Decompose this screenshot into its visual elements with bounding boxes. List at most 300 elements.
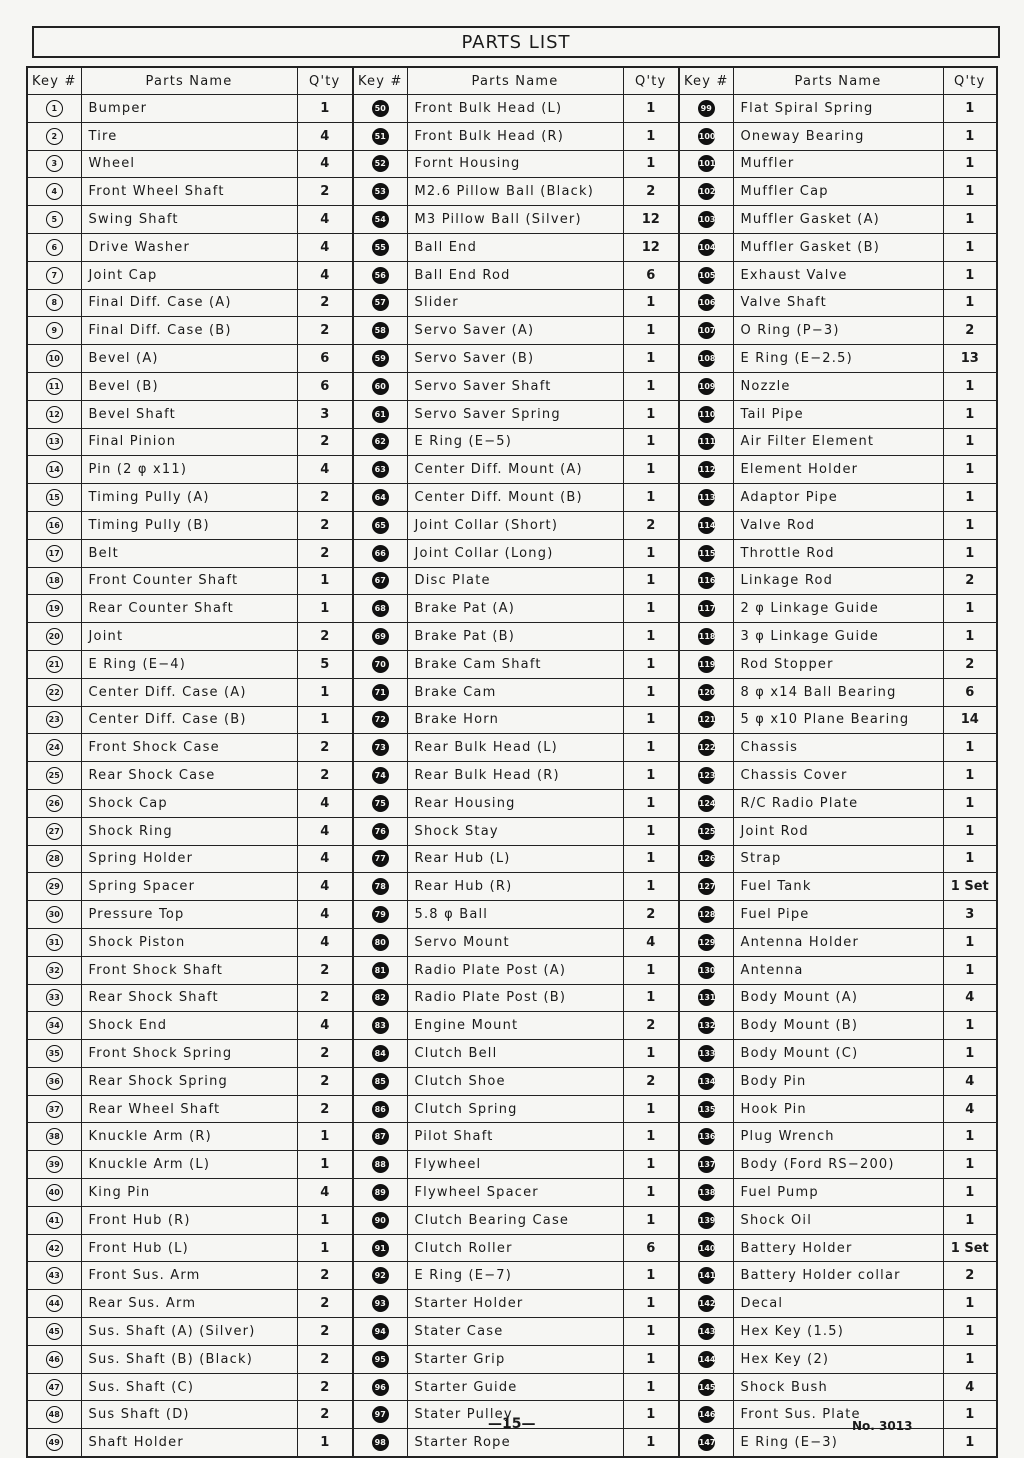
part-name: Front Shock Spring [81, 1040, 297, 1068]
part-key [353, 1151, 407, 1179]
key-number-badge: 12 [46, 406, 63, 423]
part-key [27, 1067, 81, 1095]
part-qty: 1 [623, 956, 679, 984]
key-number-badge: 24 [46, 739, 63, 756]
part-qty: 2 [297, 956, 353, 984]
key-number-badge: 51 [372, 128, 389, 145]
part-key [679, 1234, 733, 1262]
part-name: Front Bulk Head (L) [407, 95, 623, 123]
part-name: Servo Saver (A) [407, 317, 623, 345]
part-key [679, 595, 733, 623]
key-number-badge: 117 [698, 600, 715, 617]
part-name: Antenna [733, 956, 943, 984]
part-key [27, 428, 81, 456]
part-qty: 1 [943, 928, 997, 956]
key-number-badge: 94 [372, 1323, 389, 1340]
part-key [679, 1067, 733, 1095]
part-name: 3 φ Linkage Guide [733, 623, 943, 651]
part-key [679, 95, 733, 123]
key-number-badge: 115 [698, 545, 715, 562]
part-name: Body (Ford RS−200) [733, 1151, 943, 1179]
part-key [27, 539, 81, 567]
part-qty: 1 [943, 623, 997, 651]
key-number-badge: 75 [372, 795, 389, 812]
part-qty: 1 [623, 1040, 679, 1068]
part-name: 8 φ x14 Ball Bearing [733, 678, 943, 706]
part-key [27, 1234, 81, 1262]
part-key [679, 1095, 733, 1123]
part-name: Drive Washer [81, 233, 297, 261]
table-row [27, 901, 997, 929]
part-name: E Ring (E−5) [407, 428, 623, 456]
part-qty: 4 [943, 1373, 997, 1401]
part-name: Valve Rod [733, 511, 943, 539]
part-qty: 1 [297, 1151, 353, 1179]
key-number-badge: 64 [372, 489, 389, 506]
key-number-badge: 7 [46, 267, 63, 284]
part-key [27, 1040, 81, 1068]
key-number-badge: 55 [372, 239, 389, 256]
part-name: Shock End [81, 1012, 297, 1040]
key-number-badge: 105 [698, 267, 715, 284]
key-number-badge: 2 [46, 128, 63, 145]
catalog-number: No. 3013 [852, 1419, 913, 1433]
part-name: Muffler [733, 150, 943, 178]
part-key [353, 261, 407, 289]
part-key [27, 595, 81, 623]
part-qty: 1 [943, 595, 997, 623]
table-row [27, 317, 997, 345]
part-key [679, 1262, 733, 1290]
key-number-badge: 39 [46, 1156, 63, 1173]
part-name: Spring Spacer [81, 873, 297, 901]
part-key [353, 539, 407, 567]
part-key [27, 817, 81, 845]
part-key [27, 567, 81, 595]
part-key [353, 1067, 407, 1095]
part-qty: 2 [297, 1401, 353, 1429]
part-key [353, 372, 407, 400]
part-name: Strap [733, 845, 943, 873]
part-name: Linkage Rod [733, 567, 943, 595]
key-number-badge: 67 [372, 572, 389, 589]
part-key [353, 1345, 407, 1373]
part-qty: 1 [943, 1206, 997, 1234]
part-name: Wheel [81, 150, 297, 178]
part-name: Body Mount (C) [733, 1040, 943, 1068]
part-key [679, 122, 733, 150]
key-number-badge: 80 [372, 934, 389, 951]
part-name: Brake Cam [407, 678, 623, 706]
part-qty: 1 [943, 150, 997, 178]
key-number-badge: 71 [372, 684, 389, 701]
part-key [27, 762, 81, 790]
table-row [27, 178, 997, 206]
part-qty: 1 [623, 122, 679, 150]
part-qty: 1 [943, 762, 997, 790]
part-name: Antenna Holder [733, 928, 943, 956]
part-qty: 1 [943, 1429, 997, 1457]
part-key [27, 1429, 81, 1457]
part-key [679, 1318, 733, 1346]
key-number-badge: 11 [46, 378, 63, 395]
part-name: Fuel Tank [733, 873, 943, 901]
part-qty: 1 [943, 261, 997, 289]
part-qty: 2 [623, 511, 679, 539]
part-key [27, 233, 81, 261]
key-number-badge: 114 [698, 517, 715, 534]
part-key [27, 1151, 81, 1179]
part-qty: 4 [297, 233, 353, 261]
part-name: Throttle Rod [733, 539, 943, 567]
key-number-badge: 146 [698, 1406, 715, 1423]
part-name: Servo Saver Spring [407, 400, 623, 428]
part-name: King Pin [81, 1179, 297, 1207]
key-number-badge: 21 [46, 656, 63, 673]
part-name: Flywheel [407, 1151, 623, 1179]
part-key [353, 1318, 407, 1346]
key-number-badge: 58 [372, 322, 389, 339]
key-number-badge: 81 [372, 962, 389, 979]
key-number-badge: 69 [372, 628, 389, 645]
part-qty: 2 [943, 567, 997, 595]
part-qty: 4 [943, 1095, 997, 1123]
key-number-badge: 121 [698, 711, 715, 728]
key-number-badge: 136 [698, 1128, 715, 1145]
key-number-badge: 87 [372, 1128, 389, 1145]
part-key [27, 623, 81, 651]
part-key [353, 400, 407, 428]
part-name: Starter Grip [407, 1345, 623, 1373]
part-qty: 6 [943, 678, 997, 706]
part-qty: 1 [943, 95, 997, 123]
table-row [27, 1318, 997, 1346]
part-name: Joint Collar (Short) [407, 511, 623, 539]
table-row [27, 817, 997, 845]
key-number-badge: 113 [698, 489, 715, 506]
part-name: Fuel Pipe [733, 901, 943, 929]
part-name: Front Shock Case [81, 734, 297, 762]
part-qty: 2 [943, 1262, 997, 1290]
part-key [679, 345, 733, 373]
part-key [27, 206, 81, 234]
qty-header: Q'ty [623, 67, 679, 95]
part-qty: 1 [623, 567, 679, 595]
part-key [679, 678, 733, 706]
part-qty: 4 [297, 206, 353, 234]
part-qty: 1 [623, 1095, 679, 1123]
key-number-badge: 82 [372, 989, 389, 1006]
part-qty: 1 [297, 567, 353, 595]
part-qty: 1 [943, 1012, 997, 1040]
part-qty: 2 [297, 1318, 353, 1346]
key-number-badge: 92 [372, 1267, 389, 1284]
key-number-badge: 61 [372, 406, 389, 423]
part-name: Timing Pully (A) [81, 484, 297, 512]
part-qty: 1 [297, 1234, 353, 1262]
part-key [679, 567, 733, 595]
part-name: Ball End Rod [407, 261, 623, 289]
part-key [27, 317, 81, 345]
part-key [27, 956, 81, 984]
part-key [679, 789, 733, 817]
part-key [27, 261, 81, 289]
table-row [27, 1290, 997, 1318]
part-qty: 1 [943, 178, 997, 206]
part-name: Fuel Pump [733, 1179, 943, 1207]
part-name: Battery Holder collar [733, 1262, 943, 1290]
part-qty: 1 [943, 484, 997, 512]
part-name: Center Diff. Mount (A) [407, 456, 623, 484]
key-number-badge: 3 [46, 155, 63, 172]
part-name: M3 Pillow Ball (Silver) [407, 206, 623, 234]
part-qty: 4 [297, 122, 353, 150]
part-qty: 2 [297, 1290, 353, 1318]
key-number-badge: 108 [698, 350, 715, 367]
part-qty: 1 [623, 400, 679, 428]
part-qty: 2 [297, 539, 353, 567]
part-key [679, 1123, 733, 1151]
key-number-badge: 5 [46, 211, 63, 228]
part-qty: 1 [297, 678, 353, 706]
part-key [27, 289, 81, 317]
part-key [679, 289, 733, 317]
part-name: Joint [81, 623, 297, 651]
part-qty: 1 [297, 1206, 353, 1234]
part-key [679, 956, 733, 984]
key-number-badge: 141 [698, 1267, 715, 1284]
part-name: Center Diff. Mount (B) [407, 484, 623, 512]
table-row [27, 206, 997, 234]
part-qty: 1 [943, 817, 997, 845]
part-key [27, 1345, 81, 1373]
part-key [679, 623, 733, 651]
key-number-badge: 38 [46, 1128, 63, 1145]
part-name: Sus. Shaft (B) (Black) [81, 1345, 297, 1373]
key-number-badge: 79 [372, 906, 389, 923]
part-qty: 1 [623, 678, 679, 706]
part-name: Final Pinion [81, 428, 297, 456]
part-name: Shock Cap [81, 789, 297, 817]
part-qty: 1 [943, 789, 997, 817]
part-qty: 2 [623, 1067, 679, 1095]
part-name: Pilot Shaft [407, 1123, 623, 1151]
part-qty: 1 [943, 122, 997, 150]
key-number-badge: 8 [46, 294, 63, 311]
key-number-badge: 19 [46, 600, 63, 617]
part-name: Shaft Holder [81, 1429, 297, 1457]
key-number-badge: 63 [372, 461, 389, 478]
part-name: Fornt Housing [407, 150, 623, 178]
part-qty: 1 [623, 345, 679, 373]
part-qty: 1 [943, 400, 997, 428]
part-qty: 1 [943, 1318, 997, 1346]
part-name: Starter Holder [407, 1290, 623, 1318]
part-name: Servo Saver Shaft [407, 372, 623, 400]
table-row [27, 984, 997, 1012]
key-number-badge: 91 [372, 1240, 389, 1257]
key-number-badge: 100 [698, 128, 715, 145]
key-number-badge: 145 [698, 1379, 715, 1396]
part-name: Bumper [81, 95, 297, 123]
key-number-badge: 50 [372, 100, 389, 117]
part-qty: 1 [623, 1429, 679, 1457]
part-qty: 1 [943, 206, 997, 234]
key-number-badge: 45 [46, 1323, 63, 1340]
part-name: Tail Pipe [733, 400, 943, 428]
part-key [27, 456, 81, 484]
part-qty: 1 [297, 95, 353, 123]
key-number-badge: 96 [372, 1379, 389, 1396]
part-key [27, 1318, 81, 1346]
part-key [353, 1040, 407, 1068]
part-qty: 12 [623, 233, 679, 261]
part-key [679, 261, 733, 289]
part-name: Stater Case [407, 1318, 623, 1346]
key-number-badge: 83 [372, 1017, 389, 1034]
part-qty: 1 [623, 1401, 679, 1429]
part-name: Rear Sus. Arm [81, 1290, 297, 1318]
part-key [679, 928, 733, 956]
key-number-badge: 109 [698, 378, 715, 395]
key-number-badge: 131 [698, 989, 715, 1006]
part-key [679, 456, 733, 484]
key-number-badge: 129 [698, 934, 715, 951]
part-name: Clutch Bearing Case [407, 1206, 623, 1234]
part-name: Ball End [407, 233, 623, 261]
key-number-badge: 140 [698, 1240, 715, 1257]
key-number-badge: 97 [372, 1406, 389, 1423]
table-row [27, 567, 997, 595]
key-number-badge: 52 [372, 155, 389, 172]
part-key [679, 1290, 733, 1318]
key-number-badge: 119 [698, 656, 715, 673]
table-row [27, 595, 997, 623]
part-name: Clutch Shoe [407, 1067, 623, 1095]
part-key [353, 984, 407, 1012]
part-key [27, 1206, 81, 1234]
part-qty: 1 [943, 1151, 997, 1179]
table-row [27, 1040, 997, 1068]
part-key [679, 1179, 733, 1207]
parts-table-body [27, 95, 997, 1458]
part-qty: 3 [943, 901, 997, 929]
key-number-badge: 35 [46, 1045, 63, 1062]
part-key [679, 178, 733, 206]
part-qty: 2 [297, 1095, 353, 1123]
table-row [27, 1234, 997, 1262]
part-key [353, 595, 407, 623]
key-number-badge: 17 [46, 545, 63, 562]
key-number-badge: 29 [46, 878, 63, 895]
table-row [27, 428, 997, 456]
part-key [353, 95, 407, 123]
part-name: Bevel Shaft [81, 400, 297, 428]
part-qty: 4 [297, 456, 353, 484]
part-qty: 2 [297, 1040, 353, 1068]
part-name: Center Diff. Case (A) [81, 678, 297, 706]
part-qty: 1 [623, 484, 679, 512]
part-qty: 4 [943, 1067, 997, 1095]
part-name: E Ring (E−7) [407, 1262, 623, 1290]
key-number-badge: 30 [46, 906, 63, 923]
key-number-badge: 127 [698, 878, 715, 895]
part-name: 2 φ Linkage Guide [733, 595, 943, 623]
part-qty: 2 [297, 484, 353, 512]
key-number-badge: 26 [46, 795, 63, 812]
key-number-badge: 88 [372, 1156, 389, 1173]
key-header: Key # [353, 67, 407, 95]
part-name: 5 φ x10 Plane Bearing [733, 706, 943, 734]
part-name: Brake Pat (B) [407, 623, 623, 651]
part-name: Center Diff. Case (B) [81, 706, 297, 734]
key-number-badge: 99 [698, 100, 715, 117]
part-key [353, 845, 407, 873]
table-row [27, 1012, 997, 1040]
part-name: Muffler Gasket (A) [733, 206, 943, 234]
part-name: Rear Shock Spring [81, 1067, 297, 1095]
part-key [679, 206, 733, 234]
part-name: Rear Wheel Shaft [81, 1095, 297, 1123]
part-qty: 1 [623, 428, 679, 456]
part-name: Pin (2 φ x11) [81, 456, 297, 484]
part-key [353, 1123, 407, 1151]
part-name: Battery Holder [733, 1234, 943, 1262]
part-name: Chassis [733, 734, 943, 762]
table-row [27, 1262, 997, 1290]
part-qty: 1 [623, 372, 679, 400]
table-row [27, 1151, 997, 1179]
key-number-badge: 107 [698, 322, 715, 339]
key-number-badge: 9 [46, 322, 63, 339]
part-name: Front Hub (L) [81, 1234, 297, 1262]
key-number-badge: 93 [372, 1295, 389, 1312]
part-key [27, 400, 81, 428]
key-number-badge: 22 [46, 684, 63, 701]
part-qty: 1 [623, 817, 679, 845]
part-name: Swing Shaft [81, 206, 297, 234]
part-name: Decal [733, 1290, 943, 1318]
table-row [27, 1179, 997, 1207]
part-qty: 1 [623, 150, 679, 178]
part-qty: 12 [623, 206, 679, 234]
part-qty: 1 [623, 1123, 679, 1151]
key-number-badge: 106 [698, 294, 715, 311]
part-qty: 1 [943, 1345, 997, 1373]
part-name: Radio Plate Post (B) [407, 984, 623, 1012]
part-name: Hex Key (2) [733, 1345, 943, 1373]
key-number-badge: 16 [46, 517, 63, 534]
part-qty: 1 [623, 845, 679, 873]
part-name: Final Diff. Case (A) [81, 289, 297, 317]
part-name: Clutch Spring [407, 1095, 623, 1123]
part-key [679, 428, 733, 456]
part-qty: 4 [297, 150, 353, 178]
page-number: —15— [488, 1416, 536, 1432]
part-name: Servo Mount [407, 928, 623, 956]
part-key [27, 901, 81, 929]
key-number-badge: 37 [46, 1101, 63, 1118]
part-name: Slider [407, 289, 623, 317]
part-qty: 1 [623, 539, 679, 567]
part-qty: 4 [297, 845, 353, 873]
key-number-badge: 102 [698, 183, 715, 200]
part-key [353, 1429, 407, 1457]
key-number-badge: 4 [46, 183, 63, 200]
key-number-badge: 144 [698, 1351, 715, 1368]
part-key [27, 1290, 81, 1318]
part-qty: 1 [623, 1206, 679, 1234]
